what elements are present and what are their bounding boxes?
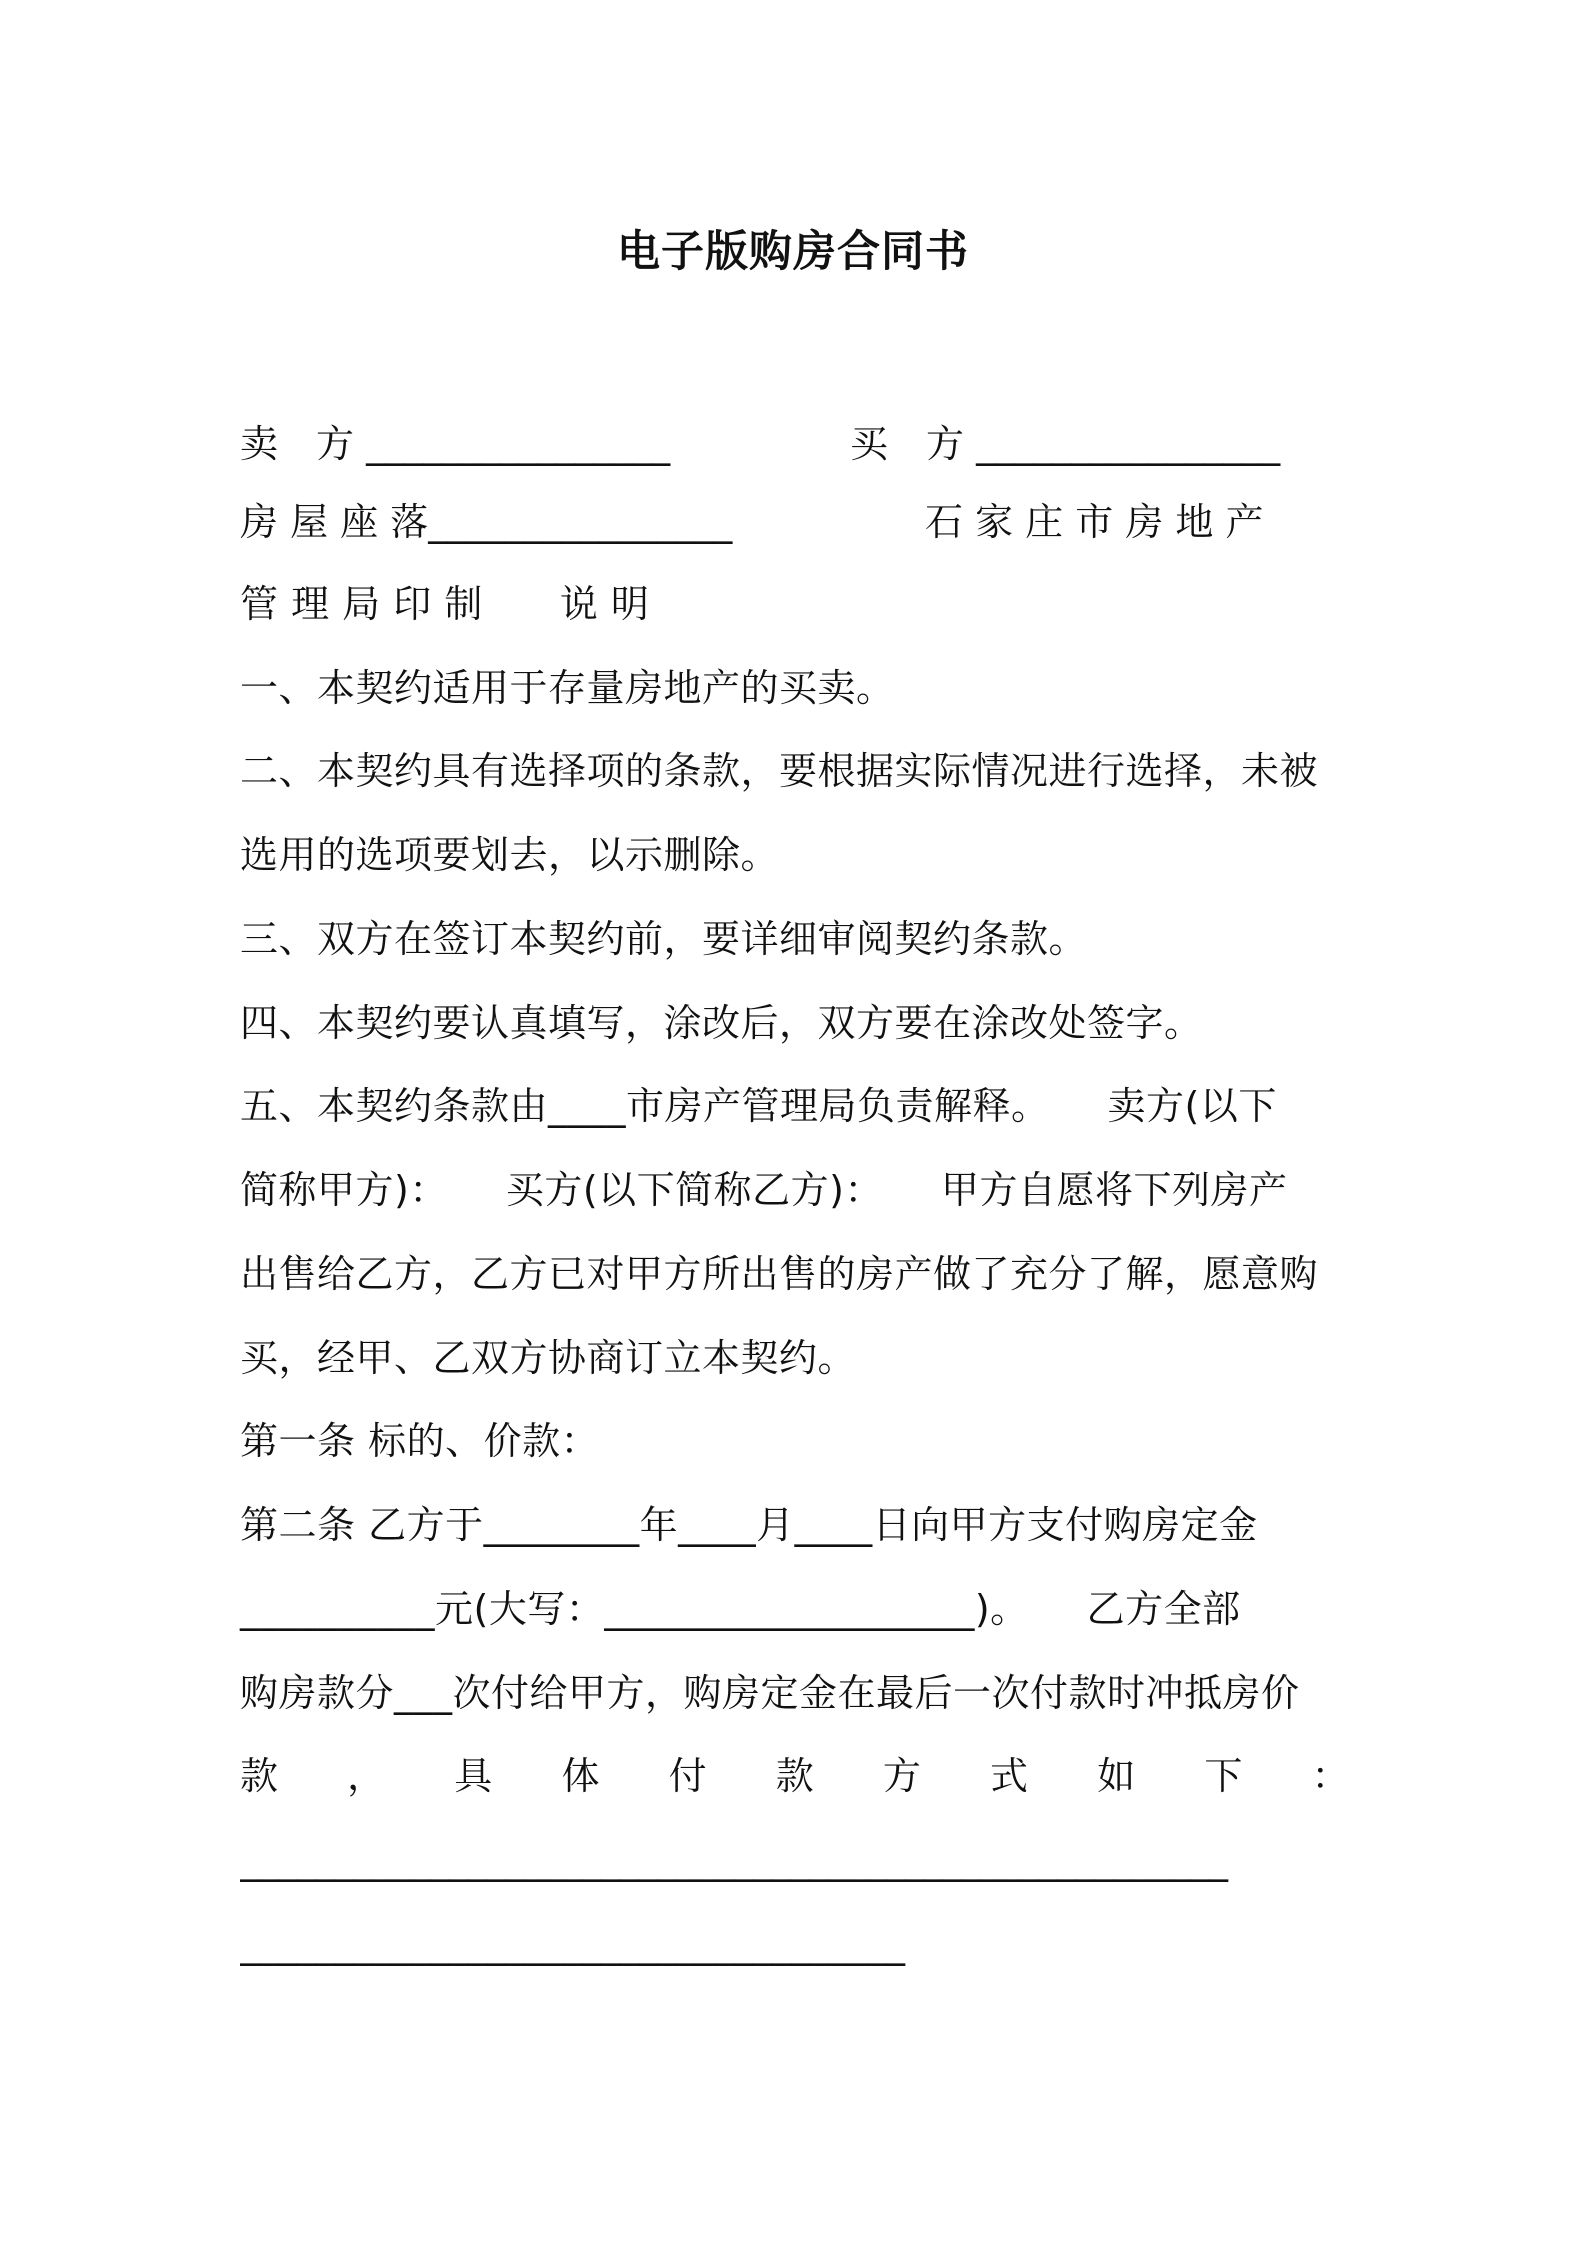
seller-field: 卖 方 ________________ (240, 422, 671, 466)
issuer-name: 石 家 庄 市 房 地 产 (925, 500, 1264, 544)
buyer-field: 买 方 ________________ (850, 422, 1281, 466)
note-2-line-1: 二、本契约具有选择项的条款，要根据实际情况进行选择，未被 (240, 749, 1319, 793)
note-5-line-4: 买，经甲、乙双方协商订立本契约。 (240, 1336, 857, 1380)
house-location-field: 房 屋 座 落________________ (240, 500, 733, 544)
article-2-line-1: 第二条 乙方于________年____月____日向甲方支付购房定金 (240, 1503, 1258, 1547)
note-3: 三、双方在签订本契约前，要详细审阅契约条款。 (240, 917, 1088, 961)
issuer-and-notes-heading: 管 理 局 印 制 说 明 (240, 582, 650, 626)
note-4: 四、本契约要认真填写，涂改后，双方要在涂改处签字。 (240, 1001, 1203, 1045)
note-2-line-2: 选用的选项要划去，以示删除。 (240, 833, 780, 877)
article-2-line-4: 款 ， 具 体 付 款 方 式 如 下 ： (240, 1754, 1350, 1798)
article-2-line-2: __________元(大写：___________________)。 乙方全部 (240, 1587, 1241, 1631)
document-title: 电子版购房合同书 (617, 227, 969, 277)
note-5-line-3: 出售给乙方，乙方已对甲方所出售的房产做了充分了解，愿意购 (240, 1252, 1319, 1296)
article-1: 第一条 标的、价款： (240, 1419, 600, 1463)
blank-fill-line-2: ___________________________________ (240, 1922, 905, 1966)
article-2-line-3: 购房款分___次付给甲方，购房定金在最后一次付款时冲抵房价 (240, 1671, 1300, 1715)
note-1: 一、本契约适用于存量房地产的买卖。 (240, 666, 895, 710)
note-5-line-1: 五、本契约条款由____市房产管理局负责解释。 卖方(以下 (240, 1084, 1277, 1128)
blank-fill-line-1: ____________________________________________________ (240, 1838, 1228, 1882)
note-5-line-2: 简称甲方)： 买方(以下简称乙方)： 甲方自愿将下列房产 (240, 1168, 1288, 1212)
